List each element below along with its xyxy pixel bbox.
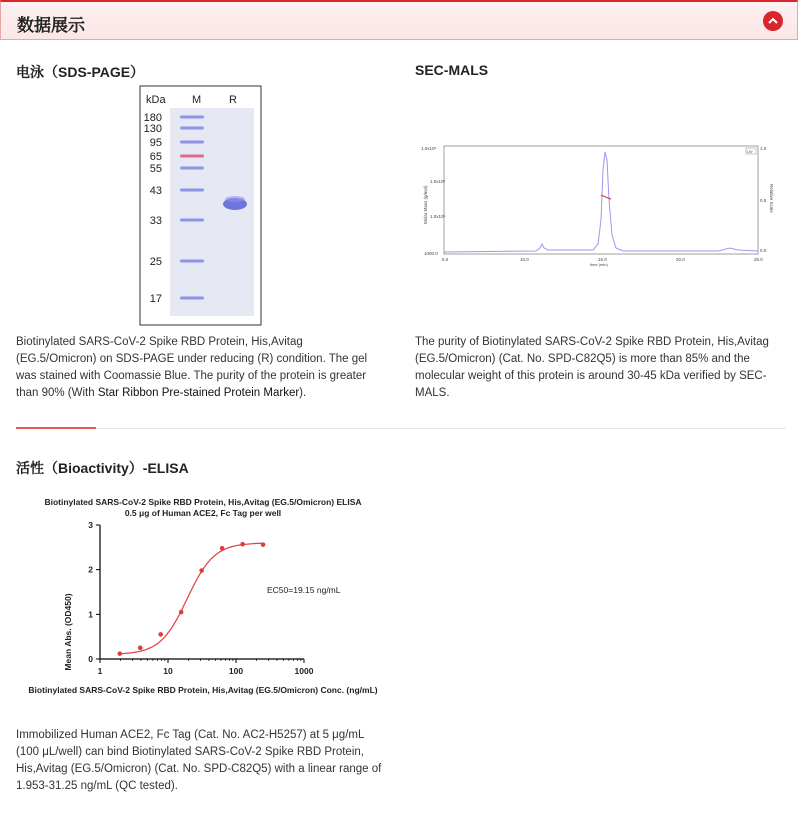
data-point	[240, 542, 245, 547]
marker-band	[180, 260, 204, 263]
marker-band	[180, 189, 204, 192]
marker-label: 95	[149, 137, 162, 149]
marker-band	[180, 219, 204, 222]
section-title: 数据展示	[17, 16, 85, 35]
sec-y-left-label: Molar Mass (g/mol)	[423, 185, 428, 224]
marker-band	[180, 127, 204, 130]
svg-text:25.0: 25.0	[754, 257, 763, 262]
marker-band	[180, 116, 204, 119]
data-point	[179, 610, 184, 615]
svg-text:1000.0: 1000.0	[424, 251, 438, 256]
svg-text:1.0x10⁶: 1.0x10⁶	[421, 146, 437, 151]
marker-label: 17	[149, 293, 162, 305]
elisa-chart	[30, 492, 390, 702]
marker-label: 65	[149, 151, 162, 163]
data-point	[220, 546, 225, 551]
data-point	[261, 542, 266, 547]
marker-link[interactable]: Star Ribbon Pre-stained Protein Marker	[97, 387, 300, 399]
sds-page-gel-image	[140, 86, 262, 326]
chart-x-label: Biotinylated SARS-CoV-2 Spike RBD Protein, His,Avitag (EG.5/Omicron) Conc. (ng/mL)	[28, 685, 378, 695]
marker-label: 180	[143, 112, 162, 124]
marker-label: 130	[143, 123, 162, 135]
y-tick-label: 2	[88, 564, 93, 575]
section-divider	[16, 428, 786, 429]
sec-x-label: time (min)	[590, 262, 608, 267]
sds-page-title: 电泳（SDS-PAGE）	[16, 64, 145, 80]
marker-label: 55	[149, 163, 162, 175]
marker-label: 25	[149, 256, 162, 268]
data-point	[117, 651, 122, 656]
chevron-up-icon[interactable]	[763, 11, 783, 31]
ec50-annotation: EC50=19.15 ng/mL	[267, 585, 341, 595]
x-tick-label: 1	[97, 666, 103, 676]
svg-text:10.0: 10.0	[520, 257, 529, 262]
kda-label: kDa	[146, 94, 166, 106]
sec-mals-chart	[418, 140, 772, 266]
y-tick-label: 0	[88, 654, 93, 664]
marker-band	[180, 297, 204, 300]
fit-curve	[120, 543, 263, 654]
lane-label-m: M	[192, 94, 202, 106]
sds-page-caption: Biotinylated SARS-CoV-2 Spike RBD Protein, His,Avitag (EG.5/Omicron) on SDS-PAGE under reducing (R) condition. The gel was stained with Coomassie Blue. The purity of the protein is greater than 90% (With Star Ribbon Pre-stained Protein Marker).	[16, 336, 368, 399]
x-tick-label: 1000	[294, 666, 314, 676]
chart-y-label: Mean Abs. (OD450)	[63, 593, 73, 671]
svg-text:0.0: 0.0	[760, 248, 767, 253]
svg-text:20.0: 20.0	[676, 257, 685, 262]
data-point	[199, 568, 204, 573]
marker-band	[180, 155, 204, 158]
data-point	[138, 646, 143, 651]
chart-subtitle: 0.5 μg of Human ACE2, Fc Tag per well	[124, 508, 282, 518]
marker-label: 43	[149, 185, 162, 197]
sec-y-right-label: Relative Scale	[769, 184, 774, 213]
data-point	[158, 632, 163, 637]
section-header	[0, 0, 798, 40]
lane-label-r: R	[229, 94, 237, 106]
svg-text:0.5: 0.5	[760, 198, 767, 203]
sec-legend: UV	[747, 149, 753, 154]
svg-text:1.0: 1.0	[760, 146, 767, 151]
marker-band	[180, 167, 204, 170]
svg-text:1.0x10⁴: 1.0x10⁴	[430, 214, 446, 219]
marker-label: 33	[149, 215, 162, 227]
x-tick-label: 100	[228, 666, 244, 676]
svg-text:1.0x10⁵: 1.0x10⁵	[430, 179, 446, 184]
marker-band	[180, 141, 204, 144]
sec-mals-caption: The purity of Biotinylated SARS-CoV-2 Spike RBD Protein, His,Avitag (EG.5/Omicron) (Cat. No. SPD-C82Q5) is more than 85% and the molecular weight of this protein is around 30-45 kDa verified by SEC-MALS.	[415, 336, 769, 399]
y-tick-label: 1	[88, 609, 93, 620]
elisa-caption: Immobilized Human ACE2, Fc Tag (Cat. No. AC2-H5257) at 5 μg/mL (100 μL/well) can bind Biotinylated SARS-CoV-2 Spike RBD Protein, His,Avitag (EG.5/Omicron) (Cat. No. SPD-C82Q5) with a linear range of 1.953-31.25 ng/mL (QC tested).	[16, 729, 382, 792]
svg-text:15.0: 15.0	[598, 257, 607, 262]
y-tick-label: 3	[88, 520, 93, 530]
svg-text:5.0: 5.0	[442, 257, 449, 262]
chart-title: Biotinylated SARS-CoV-2 Spike RBD Protein, His,Avitag (EG.5/Omicron) ELISA	[44, 497, 362, 507]
x-tick-label: 10	[163, 666, 173, 676]
sec-mals-title: SEC-MALS	[415, 62, 489, 78]
elisa-title: 活性（Bioactivity）-ELISA	[16, 460, 189, 476]
